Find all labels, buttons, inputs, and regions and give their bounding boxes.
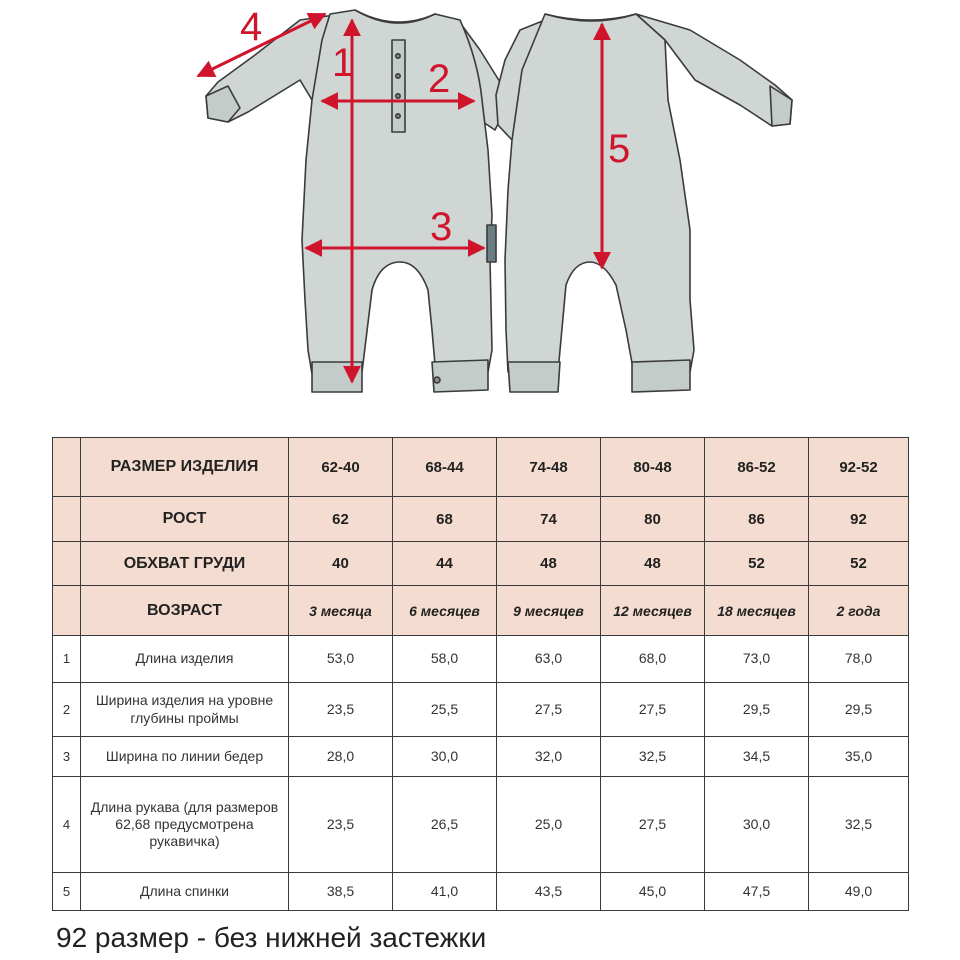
cell: 2 года	[809, 586, 909, 636]
cell: 28,0	[289, 737, 393, 777]
cell: 78,0	[809, 636, 909, 683]
table-row	[53, 873, 909, 911]
cell: 58,0	[393, 636, 497, 683]
table-row	[53, 777, 909, 873]
cell: 27,5	[497, 683, 601, 737]
cell: 38,5	[289, 873, 393, 911]
marker-2: 2	[428, 57, 451, 101]
cell: 32,5	[809, 777, 909, 873]
marker-1: 1	[332, 41, 355, 85]
cell: 49,0	[809, 873, 909, 911]
cell: 62-40	[289, 438, 393, 497]
cell: 23,5	[289, 777, 393, 873]
row-label: ОБХВАТ ГРУДИ	[81, 542, 289, 586]
cell: 86	[705, 497, 809, 542]
cell: 48	[601, 542, 705, 586]
cell: 23,5	[289, 683, 393, 737]
front-view	[206, 10, 505, 392]
cell: 29,5	[809, 683, 909, 737]
row-label: РОСТ	[81, 497, 289, 542]
row-number: 1	[53, 636, 81, 683]
size-chart-table	[52, 437, 909, 911]
row-label: Длина изделия	[81, 636, 289, 683]
marker-3: 3	[430, 205, 453, 249]
cell: 62	[289, 497, 393, 542]
cell: 47,5	[705, 873, 809, 911]
cell: 30,0	[705, 777, 809, 873]
cell: 34,5	[705, 737, 809, 777]
row-label: РАЗМЕР ИЗДЕЛИЯ	[81, 438, 289, 497]
empty-cell	[53, 438, 81, 497]
cell: 41,0	[393, 873, 497, 911]
row-label: ВОЗРАСТ	[81, 586, 289, 636]
cell: 32,0	[497, 737, 601, 777]
row-label: Длина спинки	[81, 873, 289, 911]
cell: 52	[705, 542, 809, 586]
cell: 3 месяца	[289, 586, 393, 636]
cell: 92-52	[809, 438, 909, 497]
back-view	[496, 14, 792, 392]
table-row	[53, 636, 909, 683]
cell: 45,0	[601, 873, 705, 911]
cell: 29,5	[705, 683, 809, 737]
marker-4: 4	[240, 5, 263, 49]
cell: 30,0	[393, 737, 497, 777]
table-row	[53, 737, 909, 777]
cell: 27,5	[601, 683, 705, 737]
cell: 86-52	[705, 438, 809, 497]
empty-cell	[53, 542, 81, 586]
footer-note: 92 размер - без нижней застежки	[56, 922, 487, 953]
cell: 73,0	[705, 636, 809, 683]
cell: 68,0	[601, 636, 705, 683]
cell: 6 месяцев	[393, 586, 497, 636]
row-label: Ширина изделия на уровне глубины проймы	[81, 683, 289, 737]
cell: 25,5	[393, 683, 497, 737]
row-number: 4	[53, 777, 81, 873]
table-row	[53, 683, 909, 737]
cell: 80-48	[601, 438, 705, 497]
cell: 68-44	[393, 438, 497, 497]
cell: 92	[809, 497, 909, 542]
cell: 12 месяцев	[601, 586, 705, 636]
marker-5: 5	[608, 127, 631, 171]
cell: 26,5	[393, 777, 497, 873]
cell: 44	[393, 542, 497, 586]
row-height	[53, 497, 909, 542]
cell: 68	[393, 497, 497, 542]
garment-diagram	[0, 0, 960, 420]
cell: 53,0	[289, 636, 393, 683]
cell: 48	[497, 542, 601, 586]
row-label: Длина рукава (для размеров 62,68 предусмотрена рукавичка)	[81, 777, 289, 873]
cell: 32,5	[601, 737, 705, 777]
empty-cell	[53, 586, 81, 636]
row-number: 3	[53, 737, 81, 777]
cell: 27,5	[601, 777, 705, 873]
empty-cell	[53, 497, 81, 542]
cell: 43,5	[497, 873, 601, 911]
row-age	[53, 586, 909, 636]
row-label: Ширина по линии бедер	[81, 737, 289, 777]
cell: 35,0	[809, 737, 909, 777]
cell: 74-48	[497, 438, 601, 497]
cell: 74	[497, 497, 601, 542]
cell: 40	[289, 542, 393, 586]
cell: 18 месяцев	[705, 586, 809, 636]
row-chest	[53, 542, 909, 586]
row-number: 5	[53, 873, 81, 911]
cell: 25,0	[497, 777, 601, 873]
row-size	[53, 438, 909, 497]
cell: 80	[601, 497, 705, 542]
row-number: 2	[53, 683, 81, 737]
cell: 52	[809, 542, 909, 586]
cell: 9 месяцев	[497, 586, 601, 636]
cell: 63,0	[497, 636, 601, 683]
